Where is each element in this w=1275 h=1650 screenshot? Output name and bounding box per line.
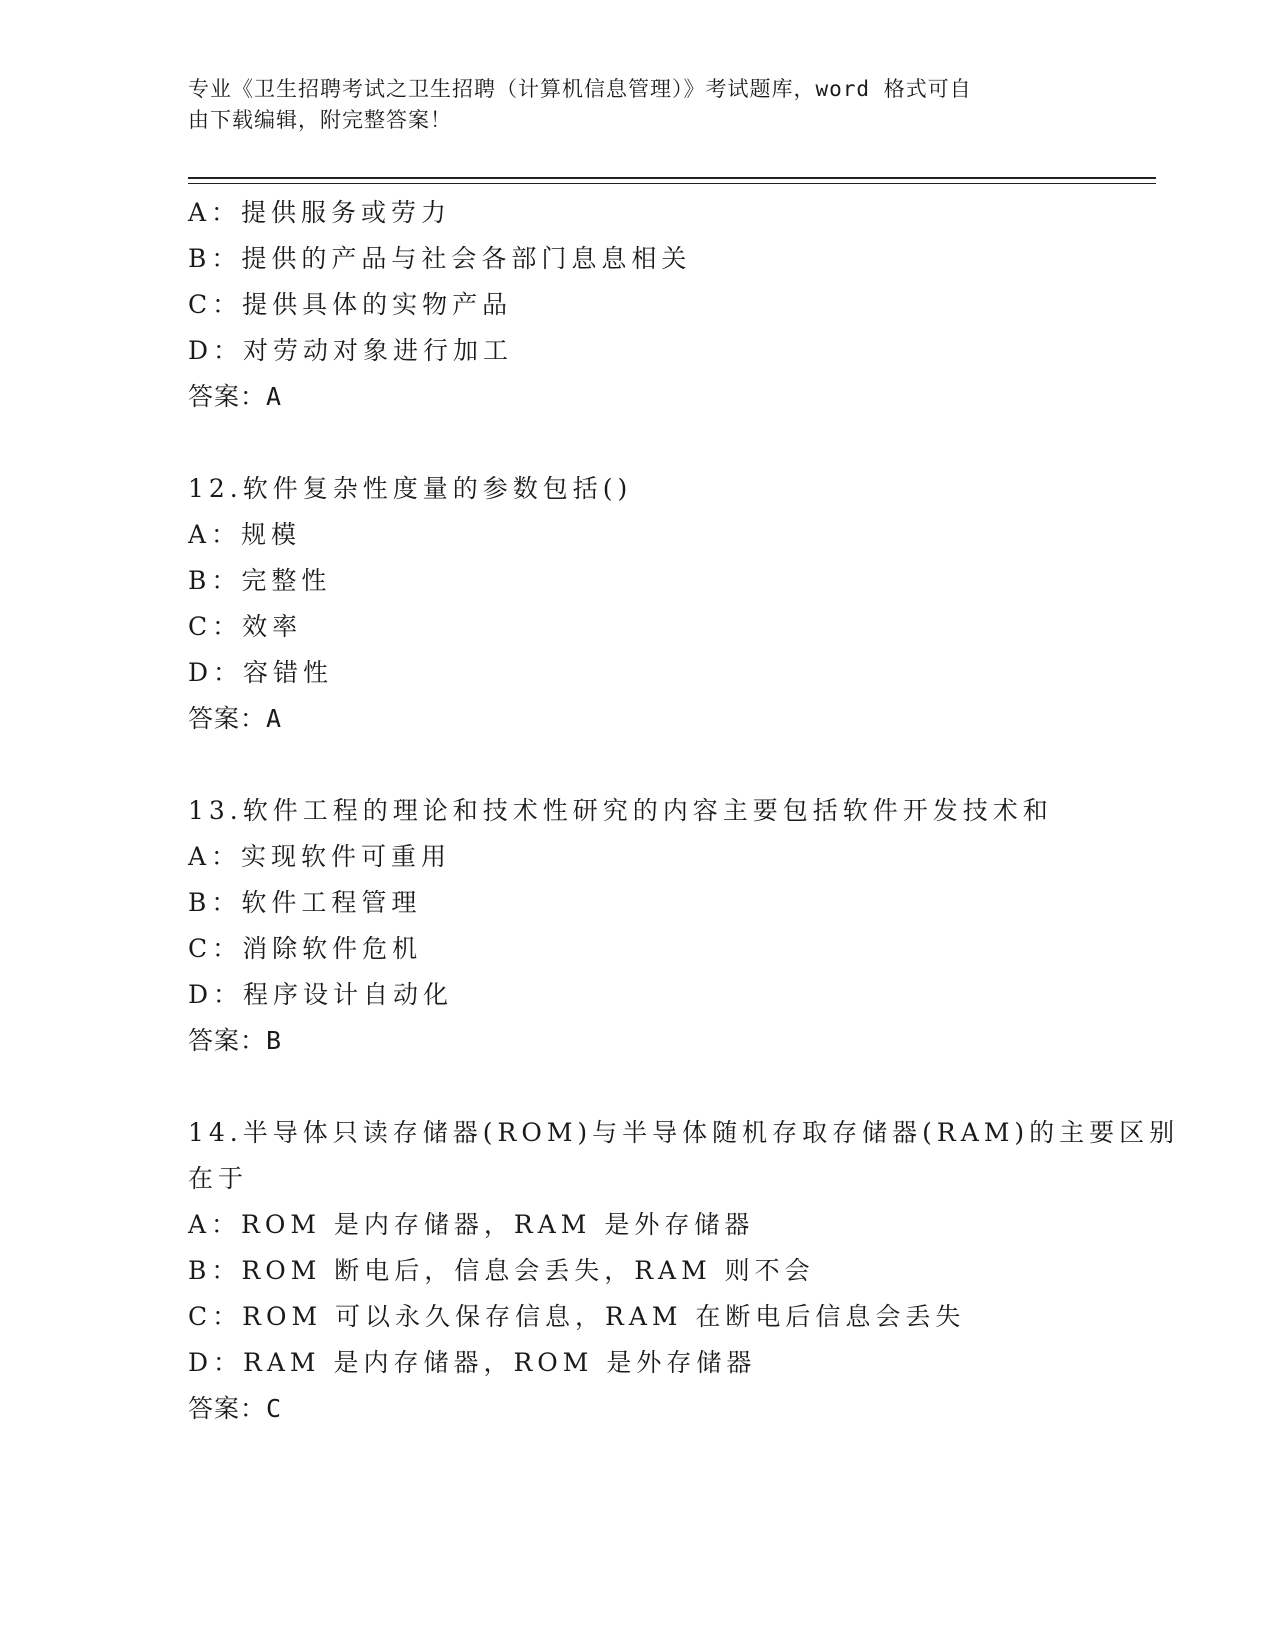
header-line-1: 专业《卫生招聘考试之卫生招聘（计算机信息管理）》考试题库，word 格式可自 xyxy=(188,77,972,101)
option-c: C：消除软件危机 xyxy=(188,934,423,963)
answer-label: 答案： xyxy=(188,382,267,411)
answer-label: 答案： xyxy=(188,1394,267,1423)
answer-label: 答案： xyxy=(188,1026,267,1055)
question-14 xyxy=(188,1110,1180,1432)
option-d: D：RAM 是内存储器，ROM 是外存储器 xyxy=(188,1348,757,1377)
answer-label: 答案： xyxy=(188,704,267,733)
option-b: B：完整性 xyxy=(188,566,332,595)
document-header xyxy=(188,74,1068,136)
answer-line xyxy=(188,1386,1088,1432)
header-rule-thin xyxy=(188,183,1156,184)
option-a: A：ROM 是内存储器，RAM 是外存储器 xyxy=(188,1210,755,1239)
option-d: D：对劳动对象进行加工 xyxy=(188,336,514,365)
option-b: B：ROM 断电后，信息会丢失，RAM 则不会 xyxy=(188,1256,815,1285)
option-a: A：实现软件可重用 xyxy=(188,842,452,871)
answer-line xyxy=(188,374,1088,420)
question-stem: 13.软件工程的理论和技术性研究的内容主要包括软件开发技术和 xyxy=(188,796,1053,825)
option-d: D：程序设计自动化 xyxy=(188,980,454,1009)
option-a: A：提供服务或劳力 xyxy=(188,198,452,227)
question-list xyxy=(188,190,1180,1432)
option-b: B：提供的产品与社会各部门息息相关 xyxy=(188,244,692,273)
answer-value: B xyxy=(266,1026,283,1055)
question-12 xyxy=(188,466,1088,742)
answer-value: C xyxy=(266,1394,283,1423)
option-c: C：ROM 可以永久保存信息，RAM 在断电后信息会丢失 xyxy=(188,1302,966,1331)
answer-value: A xyxy=(266,382,283,411)
option-b: B：软件工程管理 xyxy=(188,888,422,917)
question-11 xyxy=(188,190,1088,420)
question-stem-line-2: 在于 xyxy=(188,1164,249,1193)
header-rule-thick xyxy=(188,177,1156,179)
header-line-2: 由下载编辑，附完整答案！ xyxy=(188,108,452,132)
option-c: C：提供具体的实物产品 xyxy=(188,290,513,319)
answer-value: A xyxy=(266,704,283,733)
option-c: C：效率 xyxy=(188,612,303,641)
question-stem: 12.软件复杂性度量的参数包括() xyxy=(188,474,633,503)
option-a: A：规模 xyxy=(188,520,302,549)
option-d: D：容错性 xyxy=(188,658,334,687)
question-13 xyxy=(188,788,1088,1064)
answer-line xyxy=(188,696,1088,742)
question-stem-line-1: 14.半导体只读存储器(ROM)与半导体随机存取存储器(RAM)的主要区别 xyxy=(188,1118,1180,1147)
answer-line xyxy=(188,1018,1088,1064)
